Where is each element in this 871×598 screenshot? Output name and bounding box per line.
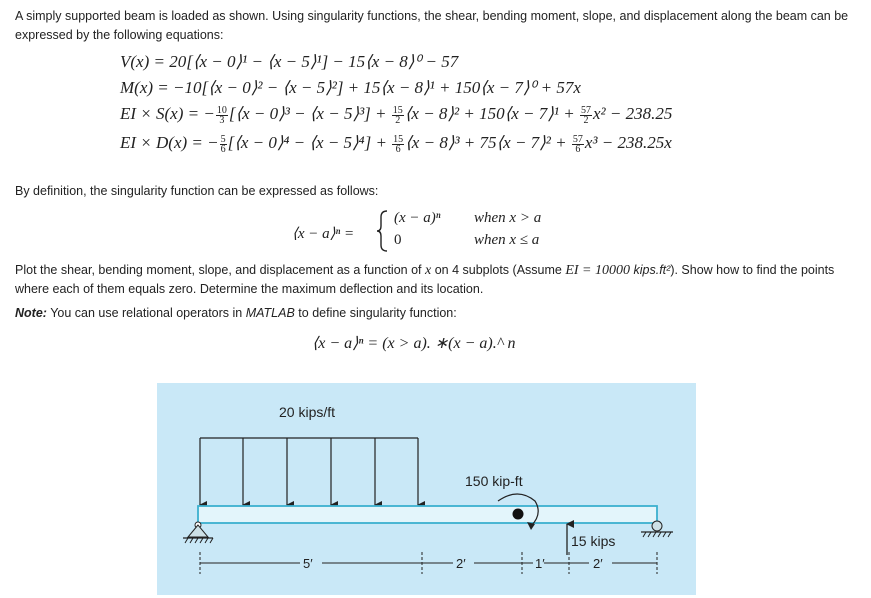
dimension-label-2: 2′ — [456, 556, 466, 571]
definition-case1-cond: when x > a — [474, 210, 542, 226]
dimension-label-3: 1′ — [535, 556, 545, 571]
beam — [198, 506, 657, 523]
note-paragraph: Note: You can use relational operators in MATLAB to define singularity function: — [15, 306, 457, 320]
plot-units: kips.ft² — [633, 263, 671, 277]
equation-displacement: EI × D(x) = − $\frac{5}{6}$ [⟨x − 0⟩⁴ − ⟨x − 5⟩⁴] + $\frac{15}{6}$ ⟨x − 8⟩³ + 75⟨x − 7⟩² + $\frac{57}{6}$ x³ − 238.25x — [120, 133, 672, 155]
plot-ei: EI = 10000 — [565, 263, 631, 278]
dimension-label-1: 5′ — [303, 556, 313, 571]
dimension-line — [200, 552, 657, 574]
brace-icon — [375, 209, 391, 253]
equation-shear: V(x) = 20[⟨x − 0⟩¹ − ⟨x − 5⟩¹] − 15⟨x − 8⟩⁰ − 57 — [120, 52, 459, 71]
beam-diagram — [157, 383, 696, 595]
definition-case2-expr: 0 — [394, 232, 402, 248]
matlab-equation: ⟨x − a⟩ⁿ = (x > a). ∗(x − a).^ n — [312, 335, 516, 352]
plot-variable: x — [425, 263, 432, 278]
beam-figure — [157, 383, 696, 595]
definition-paragraph: By definition, the singularity function can be expressed as follows: — [15, 184, 379, 198]
moment-label: 150 kip-ft — [465, 473, 523, 489]
intro-paragraph: A simply supported beam is loaded as shown. Using singularity functions, the shear, bending moment, slope, and displacement along the beam can be expressed by the following equations: — [15, 9, 849, 42]
equation-moment: M(x) = −10[⟨x − 0⟩² − ⟨x − 5⟩²] + 15⟨x − 8⟩¹ + 150⟨x − 7⟩⁰ + 57x — [120, 78, 581, 97]
equation-slope: EI × S(x) = − $\frac{10}{3}$ [⟨x − 0⟩³ − ⟨x − 5⟩³] + $\frac{15}{2}$ ⟨x − 8⟩² + 150⟨x − 7⟩¹ + $\frac{57}{2}$ x² − 238.25 — [120, 104, 673, 126]
dimension-label-4: 2′ — [593, 556, 603, 571]
definition-case1-expr: (x − a)ⁿ — [394, 210, 441, 226]
distributed-load-label: 20 kips/ft — [279, 404, 336, 420]
point-force-label: 15 kips — [571, 533, 616, 549]
definition-lhs: ⟨x − a⟩ⁿ = — [292, 226, 355, 242]
definition-case2-cond: when x ≤ a — [474, 232, 540, 248]
plot-paragraph: Plot the shear, bending moment, slope, and displacement as a function of x on 4 subplots (Assume EI = 10000 kips.ft²). Show how to find the points where each of them equals zero. Determine the maximum deflection and its location. — [15, 263, 835, 296]
distributed-load — [200, 438, 418, 505]
pin-support-left — [183, 522, 213, 543]
